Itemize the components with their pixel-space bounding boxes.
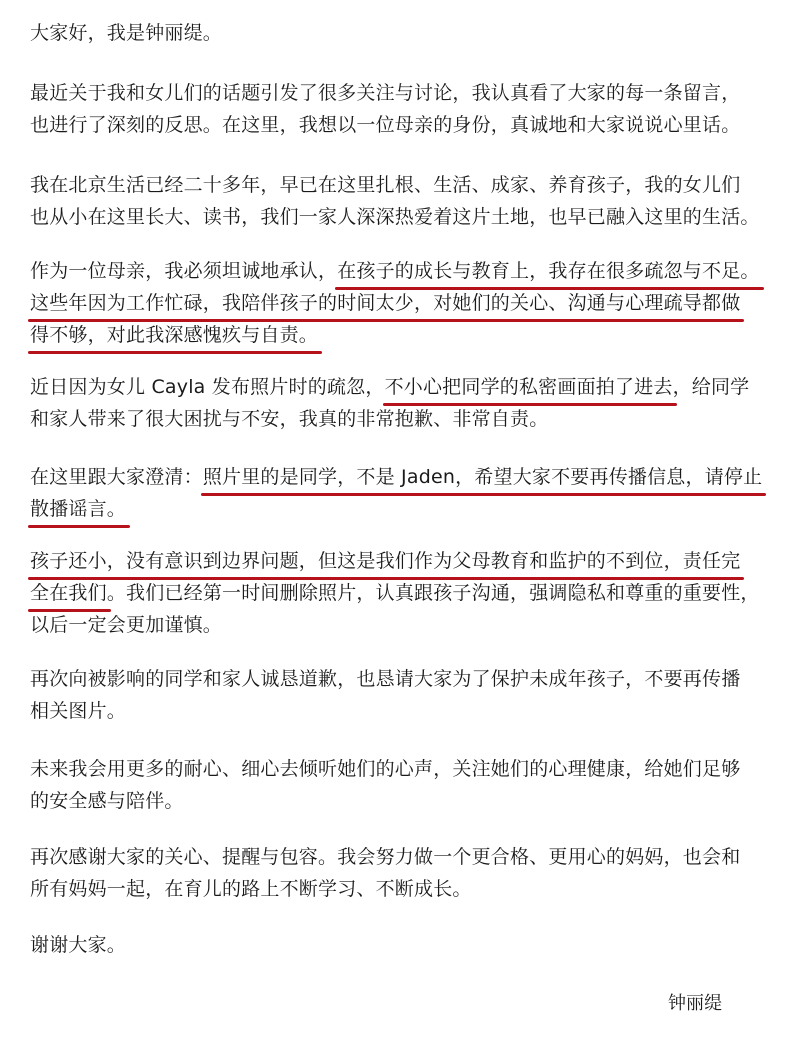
paragraph-8-line-2: 的安全感与陪伴。: [30, 790, 184, 812]
paragraph-5-line-1: [30, 464, 762, 490]
paragraph-6-line-2: [30, 580, 760, 606]
paragraph-2-line-1: 我在北京生活已经二十多年，早已在这里扎根、生活、成家、养育孩子，我的女儿们: [30, 174, 741, 196]
greeting: 大家好，我是钟丽缇。: [30, 22, 223, 44]
paragraph-6-line-3: 以后一定会更加谨慎。: [30, 614, 223, 636]
underlined-text: 照片里的是同学，不是 Jaden，希望大家不要再传播信息，请停止: [202, 466, 763, 488]
paragraph-5-line-2: [30, 496, 126, 522]
paragraph-1-line-1: 最近关于我和女儿们的话题引发了很多关注与讨论，我认真看了大家的每一条留言，: [30, 82, 741, 104]
paragraph-2-line-2: 也从小在这里长大、读书，我们一家人深深热爱着这片土地，也早已融入这里的生活。: [30, 206, 760, 228]
closing-line: 谢谢大家。: [30, 934, 127, 956]
underlined-text: 不小心把同学的私密画面拍了进去: [384, 376, 673, 398]
underlined-text: 全在我们: [30, 582, 107, 604]
paragraph-9-line-1: 再次感谢大家的关心、提醒与包容。我会努力做一个更合格、更用心的妈妈，也会和: [30, 846, 741, 868]
paragraph-3-line-1: [30, 258, 760, 284]
paragraph-4-line-1: [30, 374, 749, 400]
paragraph-4-line-1-text: 近日因为女儿 Cayla 发布照片时的疏忽，: [30, 376, 385, 398]
paragraph-4-line-2: 和家人带来了很大困扰与不安，我真的非常抱歉、非常自责。: [30, 408, 549, 430]
underlined-text: 散播谣言。: [30, 498, 127, 520]
paragraph-4-line-1-tail: ，给同学: [672, 376, 750, 398]
paragraph-8-line-1: 未来我会用更多的耐心、细心去倾听她们的心声，关注她们的心理健康，给她们足够: [30, 758, 741, 780]
underlined-text: 这些年因为工作忙碌，我陪伴孩子的时间太少，对她们的关心、沟通与心理疏导都做: [30, 292, 741, 314]
underlined-text: 在孩子的成长与教育上，我存在很多疏忽与不足。: [337, 260, 760, 282]
paragraph-7-line-2: 相关图片。: [30, 700, 127, 722]
paragraph-3-line-3: [30, 322, 318, 348]
paragraph-6-line-1: [30, 548, 740, 574]
paragraph-9-line-2: 所有妈妈一起，在育儿的路上不断学习、不断成长。: [30, 878, 472, 900]
underlined-text: 孩子还小，没有意识到边界问题，但这是我们作为父母教育和监护的不到位，责任完: [30, 550, 741, 572]
paragraph-1-line-2: 也进行了深刻的反思。在这里，我想以一位母亲的身份，真诚地和大家说说心里话。: [30, 114, 741, 136]
paragraph-7-line-1: 再次向被影响的同学和家人诚恳道歉，也恳请大家为了保护未成年孩子，不要再传播: [30, 668, 741, 690]
signature: 钟丽缇: [668, 993, 722, 1014]
underlined-text: 得不够，对此我深感愧疚与自责。: [30, 324, 319, 346]
paragraph-5-line-1-text: 在这里跟大家澄清：: [30, 466, 203, 488]
paragraph-3-line-1-text: 作为一位母亲，我必须坦诚地承认，: [30, 260, 338, 282]
paragraph-6-line-2-tail: 。我们已经第一时间删除照片，认真跟孩子沟通，强调隐私和尊重的重要性，: [106, 582, 760, 604]
paragraph-3-line-2: [30, 290, 740, 316]
